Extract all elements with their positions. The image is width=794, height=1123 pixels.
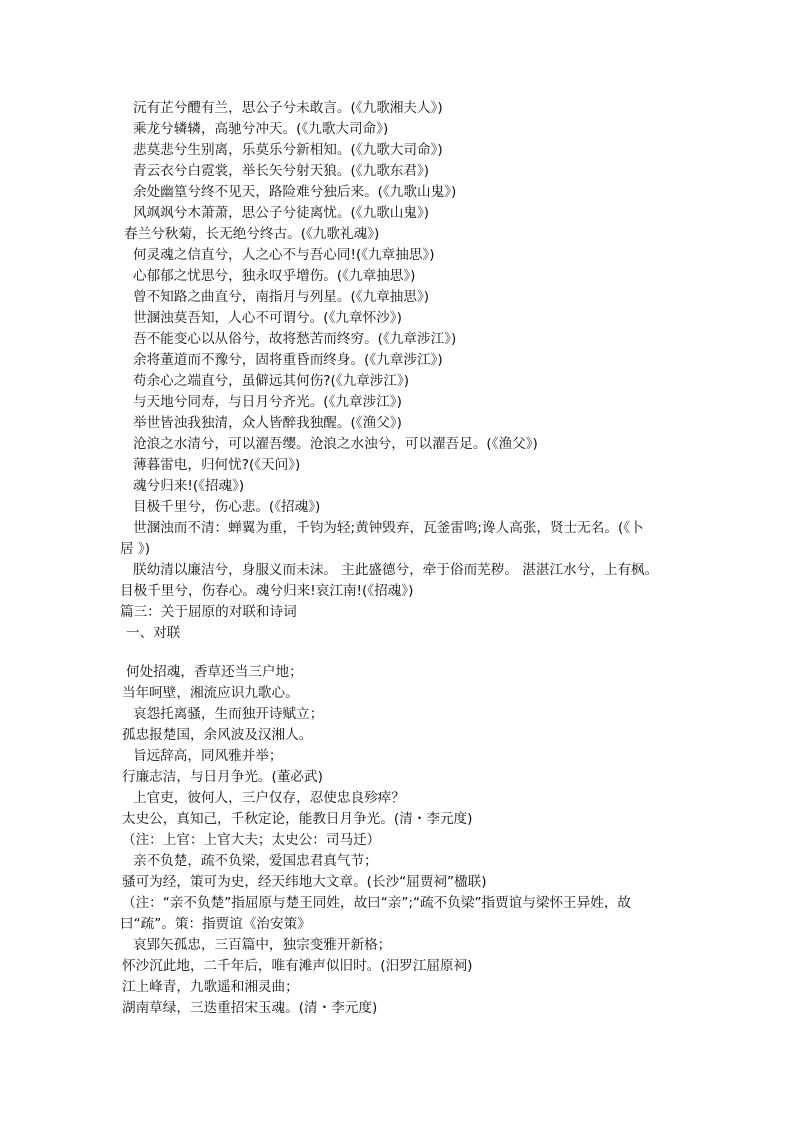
text-line: 行廉志洁，与日月争光。(董必武) — [122, 769, 323, 785]
text-line: 湖南草绿，三迭重招宋玉魂。(清・李元度) — [122, 1000, 378, 1016]
text-line: 何处招魂，香草还当三户地； — [126, 664, 303, 680]
text-line: 旨远辞高，同风雅并举； — [133, 748, 283, 764]
text-line: 骚可为经，策可为史，经天纬地大文章。(长沙“屈贾祠”楹联) — [122, 874, 487, 890]
text-line: 乘龙兮辚辚，高驰兮冲天。(《九歌大司命》) — [133, 121, 389, 137]
text-line: 居 》) — [120, 541, 151, 557]
text-line: 余将董道而不豫兮，固将重昏而终身。(《九章涉江》) — [133, 352, 443, 368]
text-line: 上官吏，彼何人，三户仅存，忍使忠良殄瘁？ — [133, 790, 405, 806]
text-line: 哀郢矢孤忠，三百篇中，独宗变雅开新格； — [133, 937, 392, 953]
section-heading: 篇三：关于屈原的对联和诗词 — [120, 604, 297, 620]
text-line: 亲不负楚，疏不负梁，爱国忠君真气节； — [133, 853, 378, 869]
text-line: 太史公，真知己，千秋定论，能教日月争光。(清・李元度) — [122, 811, 473, 827]
text-line: 沧浪之水清兮，可以濯吾缨。沧浪之水浊兮，可以濯吾足。(《渔父》) — [133, 436, 538, 452]
text-line: 当年呵壁，湘流应识九歌心。 — [122, 685, 299, 701]
text-line: 怀沙沉此地，二千年后，唯有滩声似旧时。(汨罗江屈原祠) — [122, 958, 473, 974]
text-line: 世溷浊而不清：蝉翼为重，千钧为轻;黄钟毁弃，瓦釜雷鸣;谗人高张，贤士无名。(《卜 — [133, 520, 644, 536]
text-line: 江上峰青，九歌遥和湘灵曲； — [122, 979, 299, 995]
text-line: 目极千里兮，伤春心。魂兮归来!哀江南!(《招魂》) — [120, 583, 414, 599]
text-line: 朕幼清以廉洁兮，身服义而未沫。 主此盛德兮，牵于俗而芜秽。 湛湛江水兮，上有枫。 — [133, 562, 659, 578]
text-line: （注：“亲不负楚”指屈原与楚王同姓，故曰“亲”;“疏不负梁”指贾谊与梁怀王异姓，故 — [122, 895, 632, 911]
text-line: 薄暮雷电，归何忧?(《天问》) — [133, 457, 301, 473]
text-line: 与天地兮同寿，与日月兮齐光。(《九章涉江》) — [133, 394, 402, 410]
subsection-heading: 一、对联 — [126, 625, 181, 641]
text-line: 曰“疏”。策：指贾谊《治安策》 — [120, 916, 311, 932]
text-line: 沅有芷兮醴有兰，思公子兮未敢言。(《九歌湘夫人》) — [133, 100, 443, 116]
text-line: 余处幽篁兮终不见天，路险难兮独后来。(《九歌山鬼》) — [133, 184, 457, 200]
text-line: （注：上官：上官大夫；太史公：司马迁） — [122, 832, 381, 848]
text-line: 风飒飒兮木萧萧，思公子兮徒离忧。(《九歌山鬼》) — [133, 205, 430, 221]
text-line: 心郁郁之忧思兮，独永叹乎增伤。(《九章抽思》) — [133, 268, 416, 284]
text-line: 青云衣兮白霓裳，举长矢兮射天狼。(《九歌东君》) — [133, 163, 430, 179]
text-line: 目极千里兮，伤心悲。(《招魂》) — [133, 499, 321, 515]
text-line: 吾不能变心以从俗兮，故将愁苦而终穷。(《九章涉江》) — [133, 331, 457, 347]
text-line: 苟余心之端直兮，虽僻远其何伤?(《九章涉江》) — [133, 373, 410, 389]
text-line: 曾不知路之曲直兮，南指月与列星。(《九章抽思》) — [133, 289, 430, 305]
text-line: 何灵魂之信直兮，人之心不与吾心同!(《九章抽思》) — [133, 247, 435, 263]
text-line: 悲莫悲兮生别离，乐莫乐兮新相知。(《九歌大司命》) — [133, 142, 443, 158]
text-line: 哀怨托离骚，生而独开诗赋立； — [133, 706, 324, 722]
text-line: 魂兮归来!(《招魂》) — [133, 478, 245, 494]
text-line: 孤忠报楚国，余风波及汉湘人。 — [122, 727, 313, 743]
text-line: 世溷浊莫吾知，人心不可谓兮。(《九章怀沙》) — [133, 310, 402, 326]
text-line: 春兰兮秋菊，长无绝兮终古。(《九歌礼魂》) — [124, 226, 380, 242]
text-line: 举世皆浊我独清，众人皆醉我独醒。(《渔父》) — [133, 415, 402, 431]
